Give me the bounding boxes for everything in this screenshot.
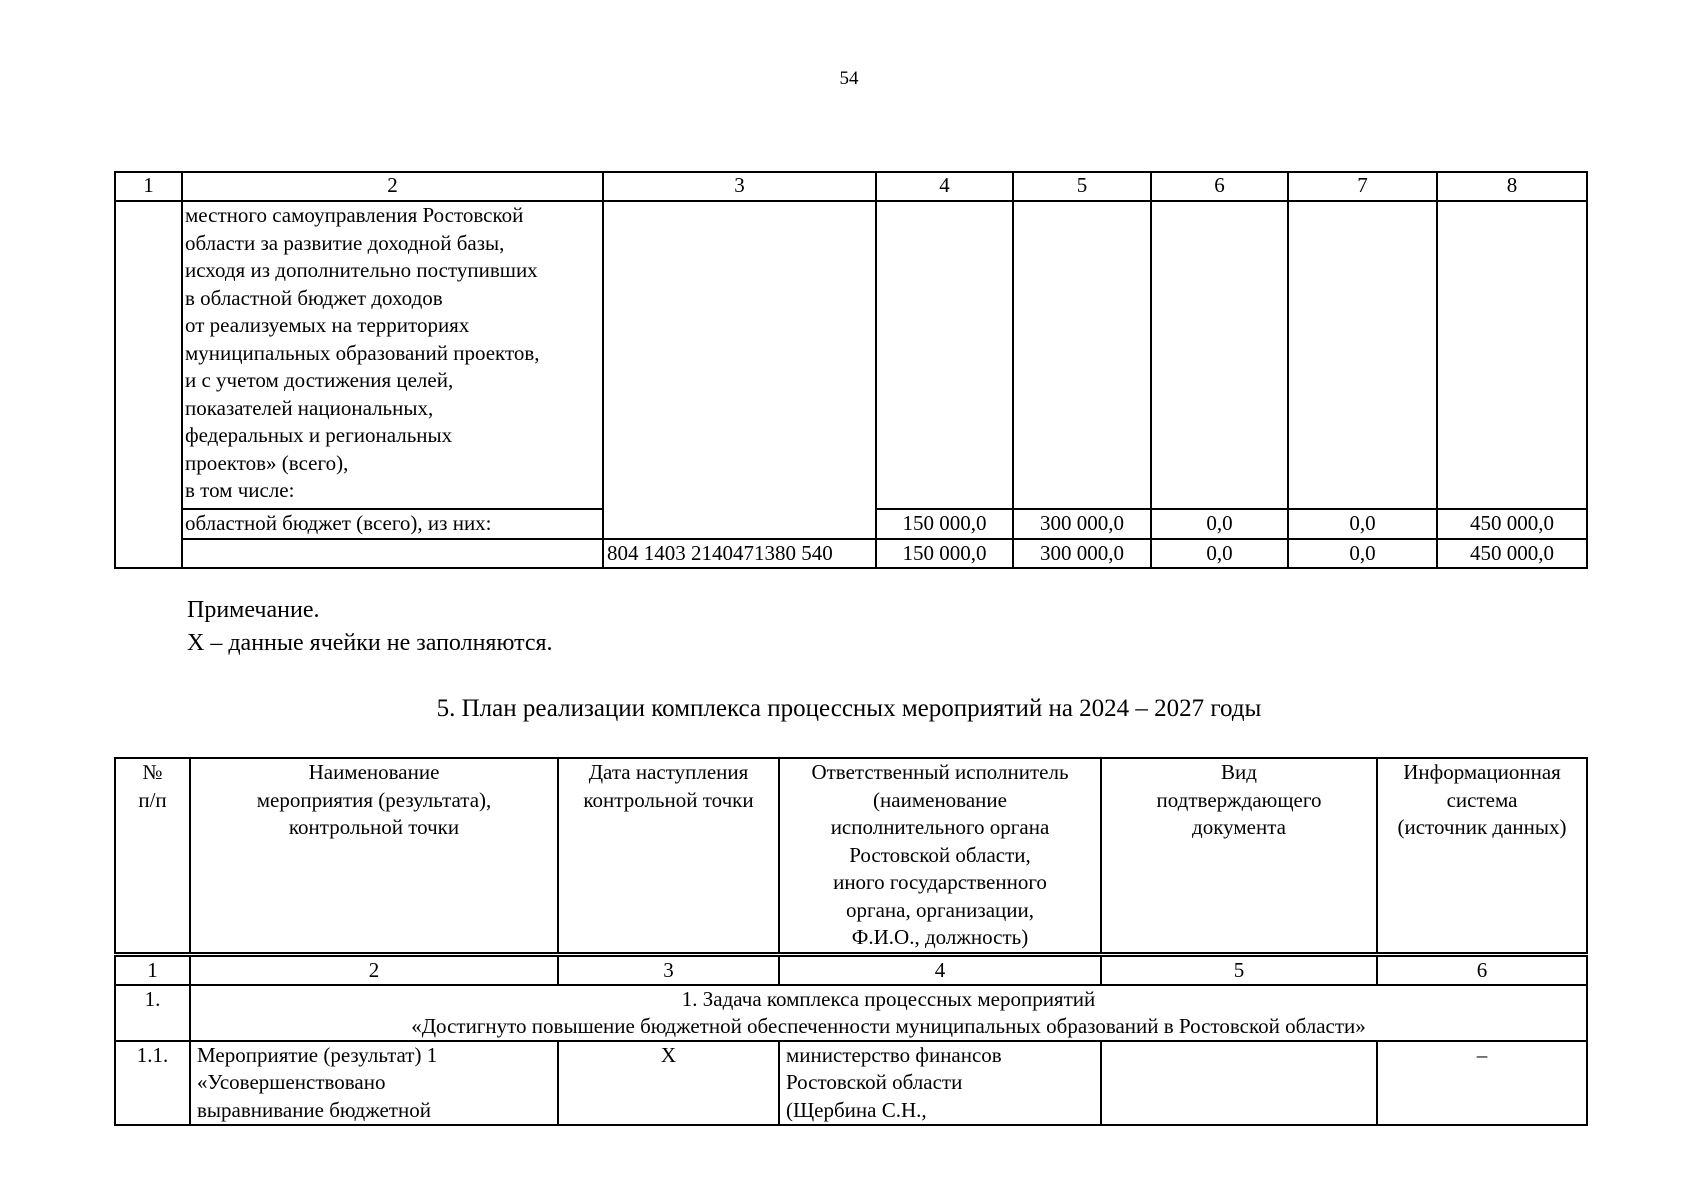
header-num: № п/п	[115, 758, 190, 954]
header-date: Дата наступления контрольной точки	[558, 758, 779, 954]
task-num: 1.	[115, 985, 190, 1041]
measure-date: Х	[558, 1041, 779, 1126]
task-title: 1. Задача комплекса процессных мероприятий «Достигнуто повышение бюджетной обеспеченности муниципальных образований в Ростовской области»	[190, 985, 1587, 1041]
section-title: 5. План реализации комплекса процессных мероприятий на 2024 – 2027 годы	[436, 695, 1262, 722]
budget-table	[114, 171, 1588, 569]
budget-code-row	[115, 539, 1587, 569]
header-cell: 7	[1288, 172, 1437, 201]
description-line: местного самоуправления Ростовской	[185, 203, 524, 227]
description-line: показателей национальных,	[185, 395, 434, 420]
note-text: Х – данные ячейки не заполняются.	[187, 630, 553, 656]
measure-description-cell	[182, 201, 603, 509]
task-row	[115, 985, 1587, 1041]
description-line: муниципальных образований проектов,	[185, 340, 540, 365]
description-line: в областной бюджет доходов	[185, 285, 443, 310]
empty-num-cell	[115, 201, 182, 568]
value-cell: 0,0	[1288, 539, 1437, 569]
plan-table-number-row	[115, 954, 1587, 985]
value-cell: 300 000,0	[1013, 539, 1151, 569]
header-cell: 5	[1013, 172, 1151, 201]
description-line: федеральных и региональных	[185, 423, 453, 447]
empty-cell	[1013, 201, 1151, 509]
value-cell: 0,0	[1288, 509, 1437, 539]
description-line: и с учетом достижения целей,	[185, 368, 454, 392]
number-cell: 6	[1377, 954, 1587, 985]
value-cell: 150 000,0	[876, 509, 1013, 539]
header-system: Информационная система (источник данных)	[1377, 758, 1587, 954]
header-executor: Ответственный исполнитель (наименование исполнительного органа Ростовской области, иного государственного органа, организации, Ф.И.О., должность)	[779, 758, 1101, 954]
header-document: Вид подтверждающего документа	[1101, 758, 1377, 954]
number-cell: 2	[190, 954, 558, 985]
measure-name: Мероприятие (результат) 1 «Усовершенствовано выравнивание бюджетной	[190, 1041, 558, 1126]
budget-table-header-row	[115, 172, 1587, 201]
description-line: от реализуемых на территориях	[185, 313, 470, 337]
empty-cell	[1288, 201, 1437, 509]
description-row	[115, 201, 1587, 509]
empty-cell	[876, 201, 1013, 509]
description-line: исходя из дополнительно поступивших	[185, 258, 538, 282]
header-cell: 4	[876, 172, 1013, 201]
number-cell: 5	[1101, 954, 1377, 985]
header-name: Наименование мероприятия (результата), контрольной точки	[190, 758, 558, 954]
measure-document	[1101, 1041, 1377, 1126]
header-cell: 3	[603, 172, 876, 201]
description-line: в том числе:	[185, 478, 295, 502]
value-cell: 0,0	[1151, 539, 1288, 569]
header-cell: 6	[1151, 172, 1288, 201]
value-cell: 150 000,0	[876, 539, 1013, 569]
header-cell: 1	[115, 172, 182, 201]
measure-row	[115, 1041, 1587, 1126]
plan-table	[114, 757, 1588, 1126]
value-cell: 450 000,0	[1437, 539, 1587, 569]
number-cell: 1	[115, 954, 190, 985]
description-line: области за развитие доходной базы,	[185, 230, 505, 255]
budget-code-cell: 804 1403 2140471380 540	[603, 539, 876, 569]
empty-cell	[1151, 201, 1288, 509]
page-number: 54	[839, 68, 859, 89]
value-cell: 450 000,0	[1437, 509, 1587, 539]
value-cell: 300 000,0	[1013, 509, 1151, 539]
measure-num: 1.1.	[115, 1041, 190, 1126]
value-cell: 0,0	[1151, 509, 1288, 539]
measure-executor: министерство финансов Ростовской области (Щербина С.Н.,	[779, 1041, 1101, 1126]
measure-system: –	[1377, 1041, 1587, 1126]
plan-table-header-row	[115, 758, 1587, 954]
header-cell: 8	[1437, 172, 1587, 201]
empty-cell	[1437, 201, 1587, 509]
number-cell: 3	[558, 954, 779, 985]
note-title: Примечание.	[187, 597, 320, 623]
number-cell: 4	[779, 954, 1101, 985]
header-cell: 2	[182, 172, 603, 201]
row-label: областной бюджет (всего), из них:	[182, 509, 603, 539]
description-line: проектов» (всего),	[185, 450, 349, 475]
row-label	[182, 539, 603, 569]
code-cell-empty	[603, 201, 876, 539]
